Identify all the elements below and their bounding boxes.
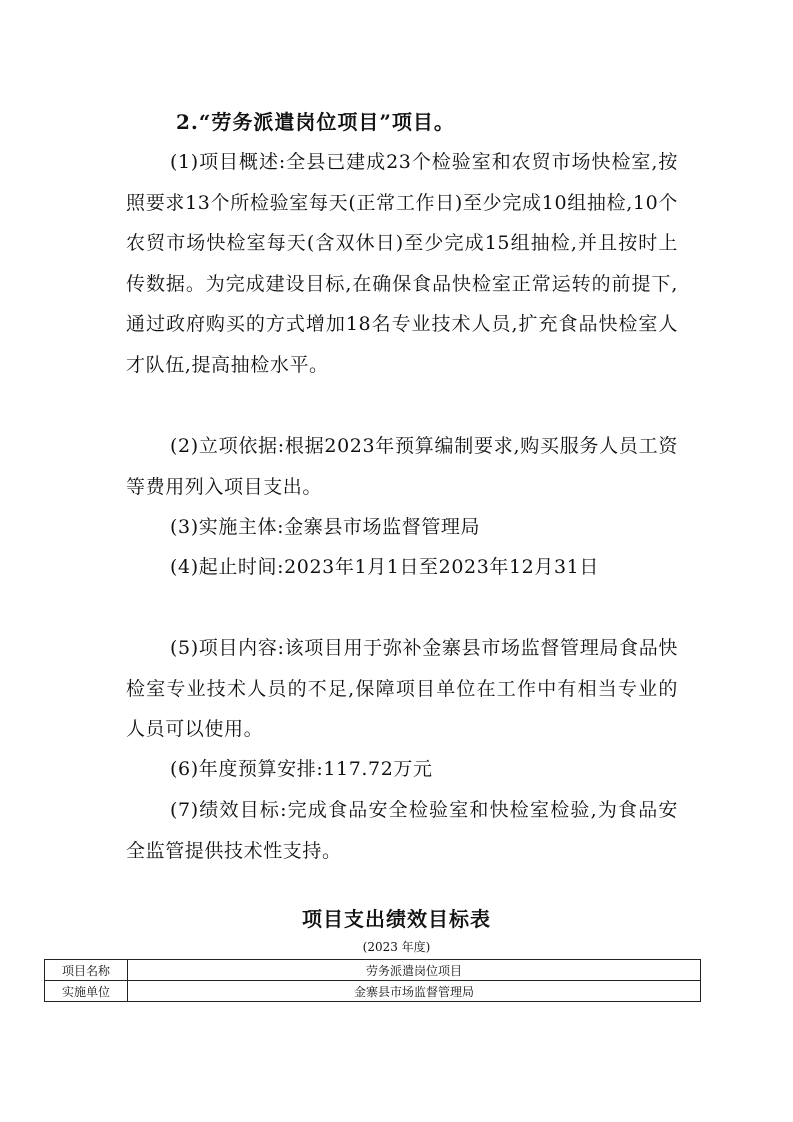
table-row: [45, 981, 701, 1002]
performance-target-table: [44, 959, 701, 1002]
table-cell-label: 实施单位: [45, 981, 128, 1002]
paragraph-overview: (1)项目概述:全县已建成23个检验室和农贸市场快检室,按照要求13个所检验室每天(正常工作日)至少完成10组抽检,10个农贸市场快检室每天(含双休日)至少完成15组抽检,并且按时上传数据。为完成建设目标,在确保食品快检室正常运转的前提下,通过政府购买的方式增加18名专业技术人员,扩充食品快检室人才队伍,提高抽检水平。: [126, 151, 678, 376]
paragraph-budget: (6)年度预算安排:117.72万元: [170, 758, 433, 780]
table-cell-value: 劳务派遣岗位项目: [128, 960, 701, 981]
paragraph-period: (4)起止时间:2023年1月1日至2023年12月31日: [170, 556, 599, 578]
paragraph-content: (5)项目内容:该项目用于弥补金寨县市场监督管理局食品快检室专业技术人员的不足,保障项目单位在工作中有相当专业的人员可以使用。: [126, 637, 678, 740]
paragraph-implementer: (3)实施主体:金寨县市场监督管理局: [170, 516, 481, 538]
table-cell-label: 项目名称: [45, 960, 128, 981]
table-title: 项目支出绩效目标表: [302, 907, 491, 931]
paragraph-basis: (2)立项依据:根据2023年预算编制要求,购买服务人员工资等费用列入项目支出。: [126, 435, 678, 498]
paragraph-goal: (7)绩效目标:完成食品安全检验室和快检室检验,为食品安全监管提供技术性支持。: [126, 799, 678, 862]
table-row: [45, 960, 701, 981]
section-heading: 2.“劳务派遣岗位项目”项目。: [176, 110, 455, 134]
table-year: (2023 年度): [362, 940, 431, 954]
table-cell-value: 金寨县市场监督管理局: [128, 981, 701, 1002]
